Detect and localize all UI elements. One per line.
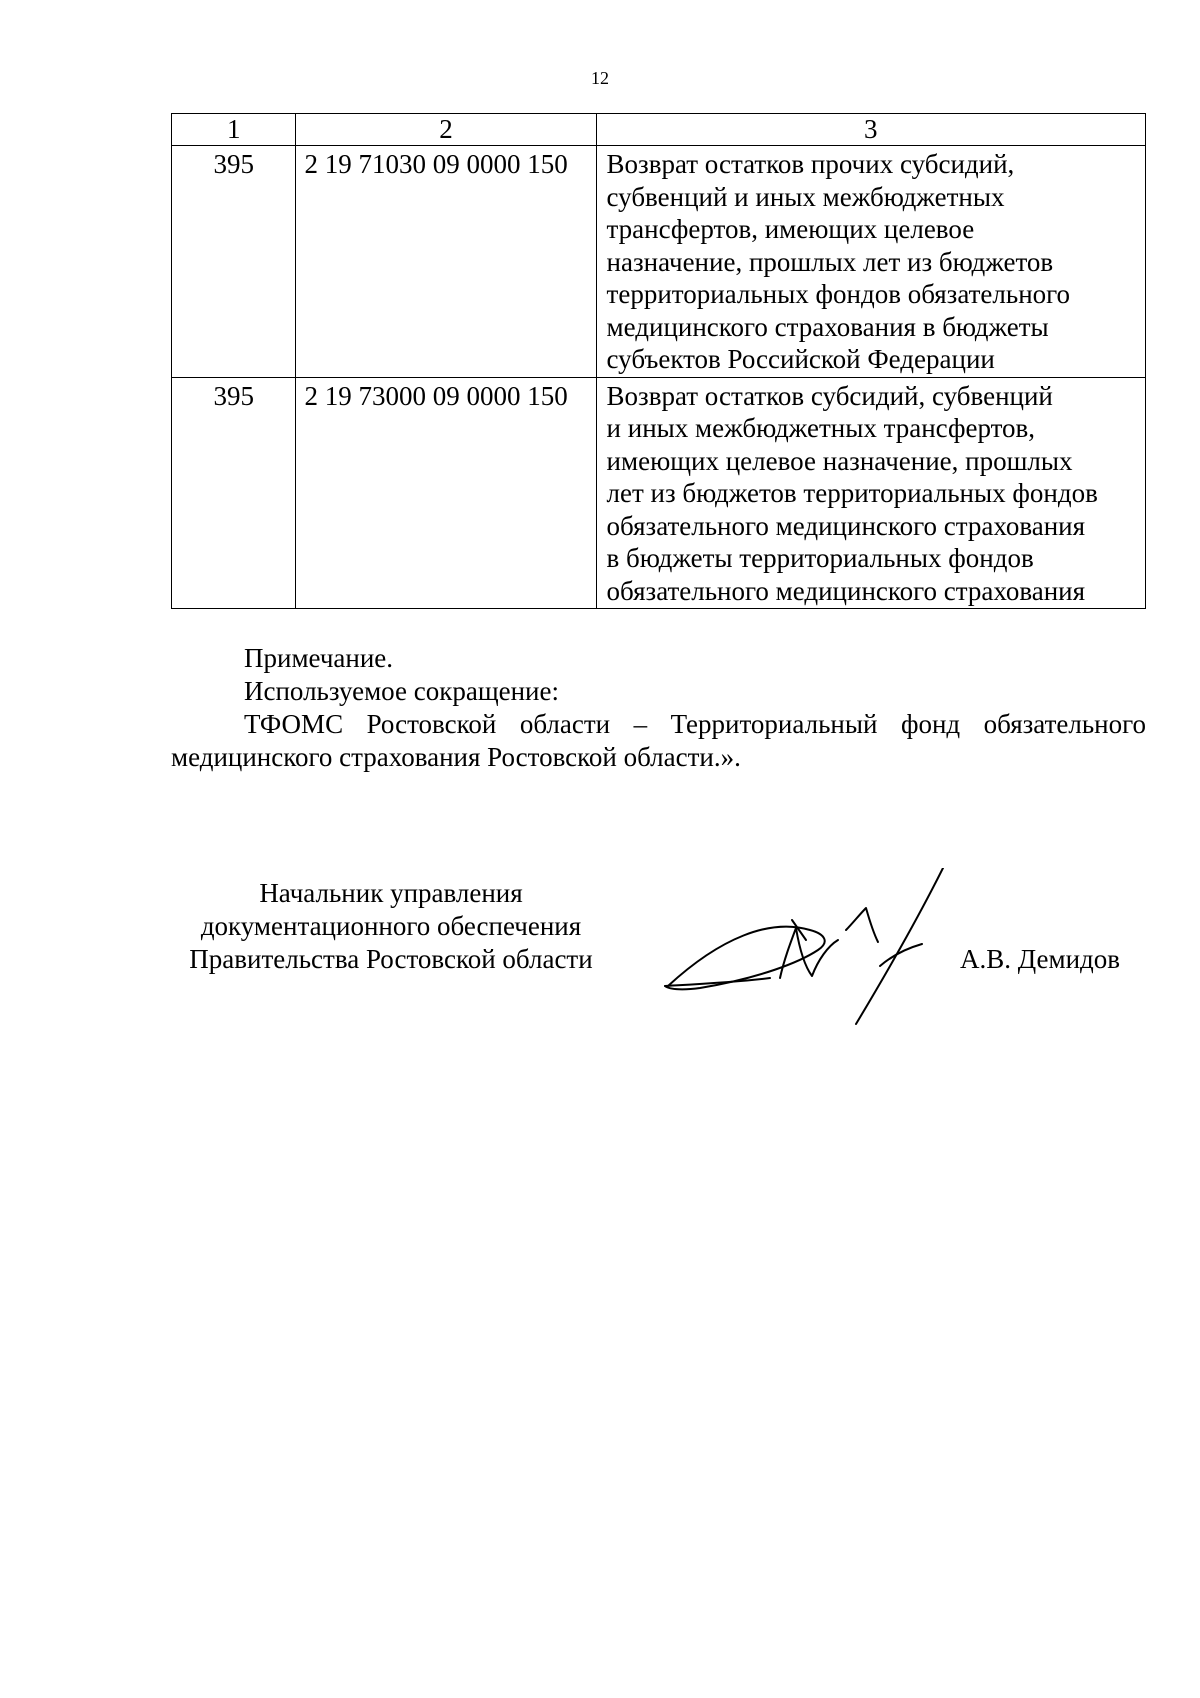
- note-title: Примечание.: [244, 643, 394, 673]
- signatory-name: А.В. Демидов: [960, 944, 1121, 974]
- table-row: [172, 377, 1146, 609]
- abbreviation-title: Используемое сокращение:: [244, 676, 559, 706]
- table-header-cell: 3: [596, 114, 1145, 146]
- page-number: 12: [591, 68, 609, 88]
- description-line: обязательного медицинского страхования: [606, 575, 1086, 606]
- table-row: [172, 146, 1146, 378]
- description-line: Возврат остатков субсидий, субвенций: [606, 380, 1053, 411]
- description-line: трансфертов, имеющих целевое: [606, 214, 975, 244]
- position-line: Правительства Ростовской области: [189, 944, 593, 974]
- table-header-row: [172, 114, 1146, 146]
- handwritten-signature-icon: [660, 868, 960, 1028]
- description-line: и иных межбюджетных трансфертов,: [606, 413, 1036, 443]
- description-line: назначение, прошлых лет из бюджетов: [606, 246, 1054, 277]
- signatory-position: [171, 877, 611, 976]
- position-line: документационного обеспечения: [200, 911, 582, 941]
- description-line: медицинского страхования в бюджеты: [606, 311, 1049, 342]
- description-cell: [596, 146, 1145, 378]
- description-cell: [596, 377, 1145, 609]
- description-line: Возврат остатков прочих субсидий,: [606, 149, 1015, 179]
- description-line: субвенций и иных межбюджетных: [606, 181, 1005, 212]
- table-header-cell: 1: [172, 114, 296, 146]
- description-line: территориальных фондов обязательного: [606, 279, 1071, 309]
- admin-code-cell: 395: [172, 377, 296, 609]
- budget-code-cell: 2 19 73000 09 0000 150: [296, 377, 596, 609]
- table-header-cell: 2: [296, 114, 596, 146]
- description-line: субъектов Российской Федерации: [606, 344, 995, 374]
- note-block: [171, 642, 1146, 774]
- abbreviation-text: ТФОМС Ростовской области – Территориальный фонд обязательного медицинского страхования Ростовской области.».: [171, 709, 1146, 772]
- admin-code-cell: 395: [172, 146, 296, 378]
- description-line: имеющих целевое назначение, прошлых: [606, 445, 1073, 476]
- description-line: обязательного медицинского страхования: [606, 510, 1086, 541]
- description-line: в бюджеты территориальных фондов: [606, 543, 1034, 573]
- description-line: лет из бюджетов территориальных фондов: [606, 478, 1098, 508]
- budget-code-cell: 2 19 71030 09 0000 150: [296, 146, 596, 378]
- budget-codes-table: [171, 113, 1146, 609]
- position-line: Начальник управления: [259, 878, 523, 908]
